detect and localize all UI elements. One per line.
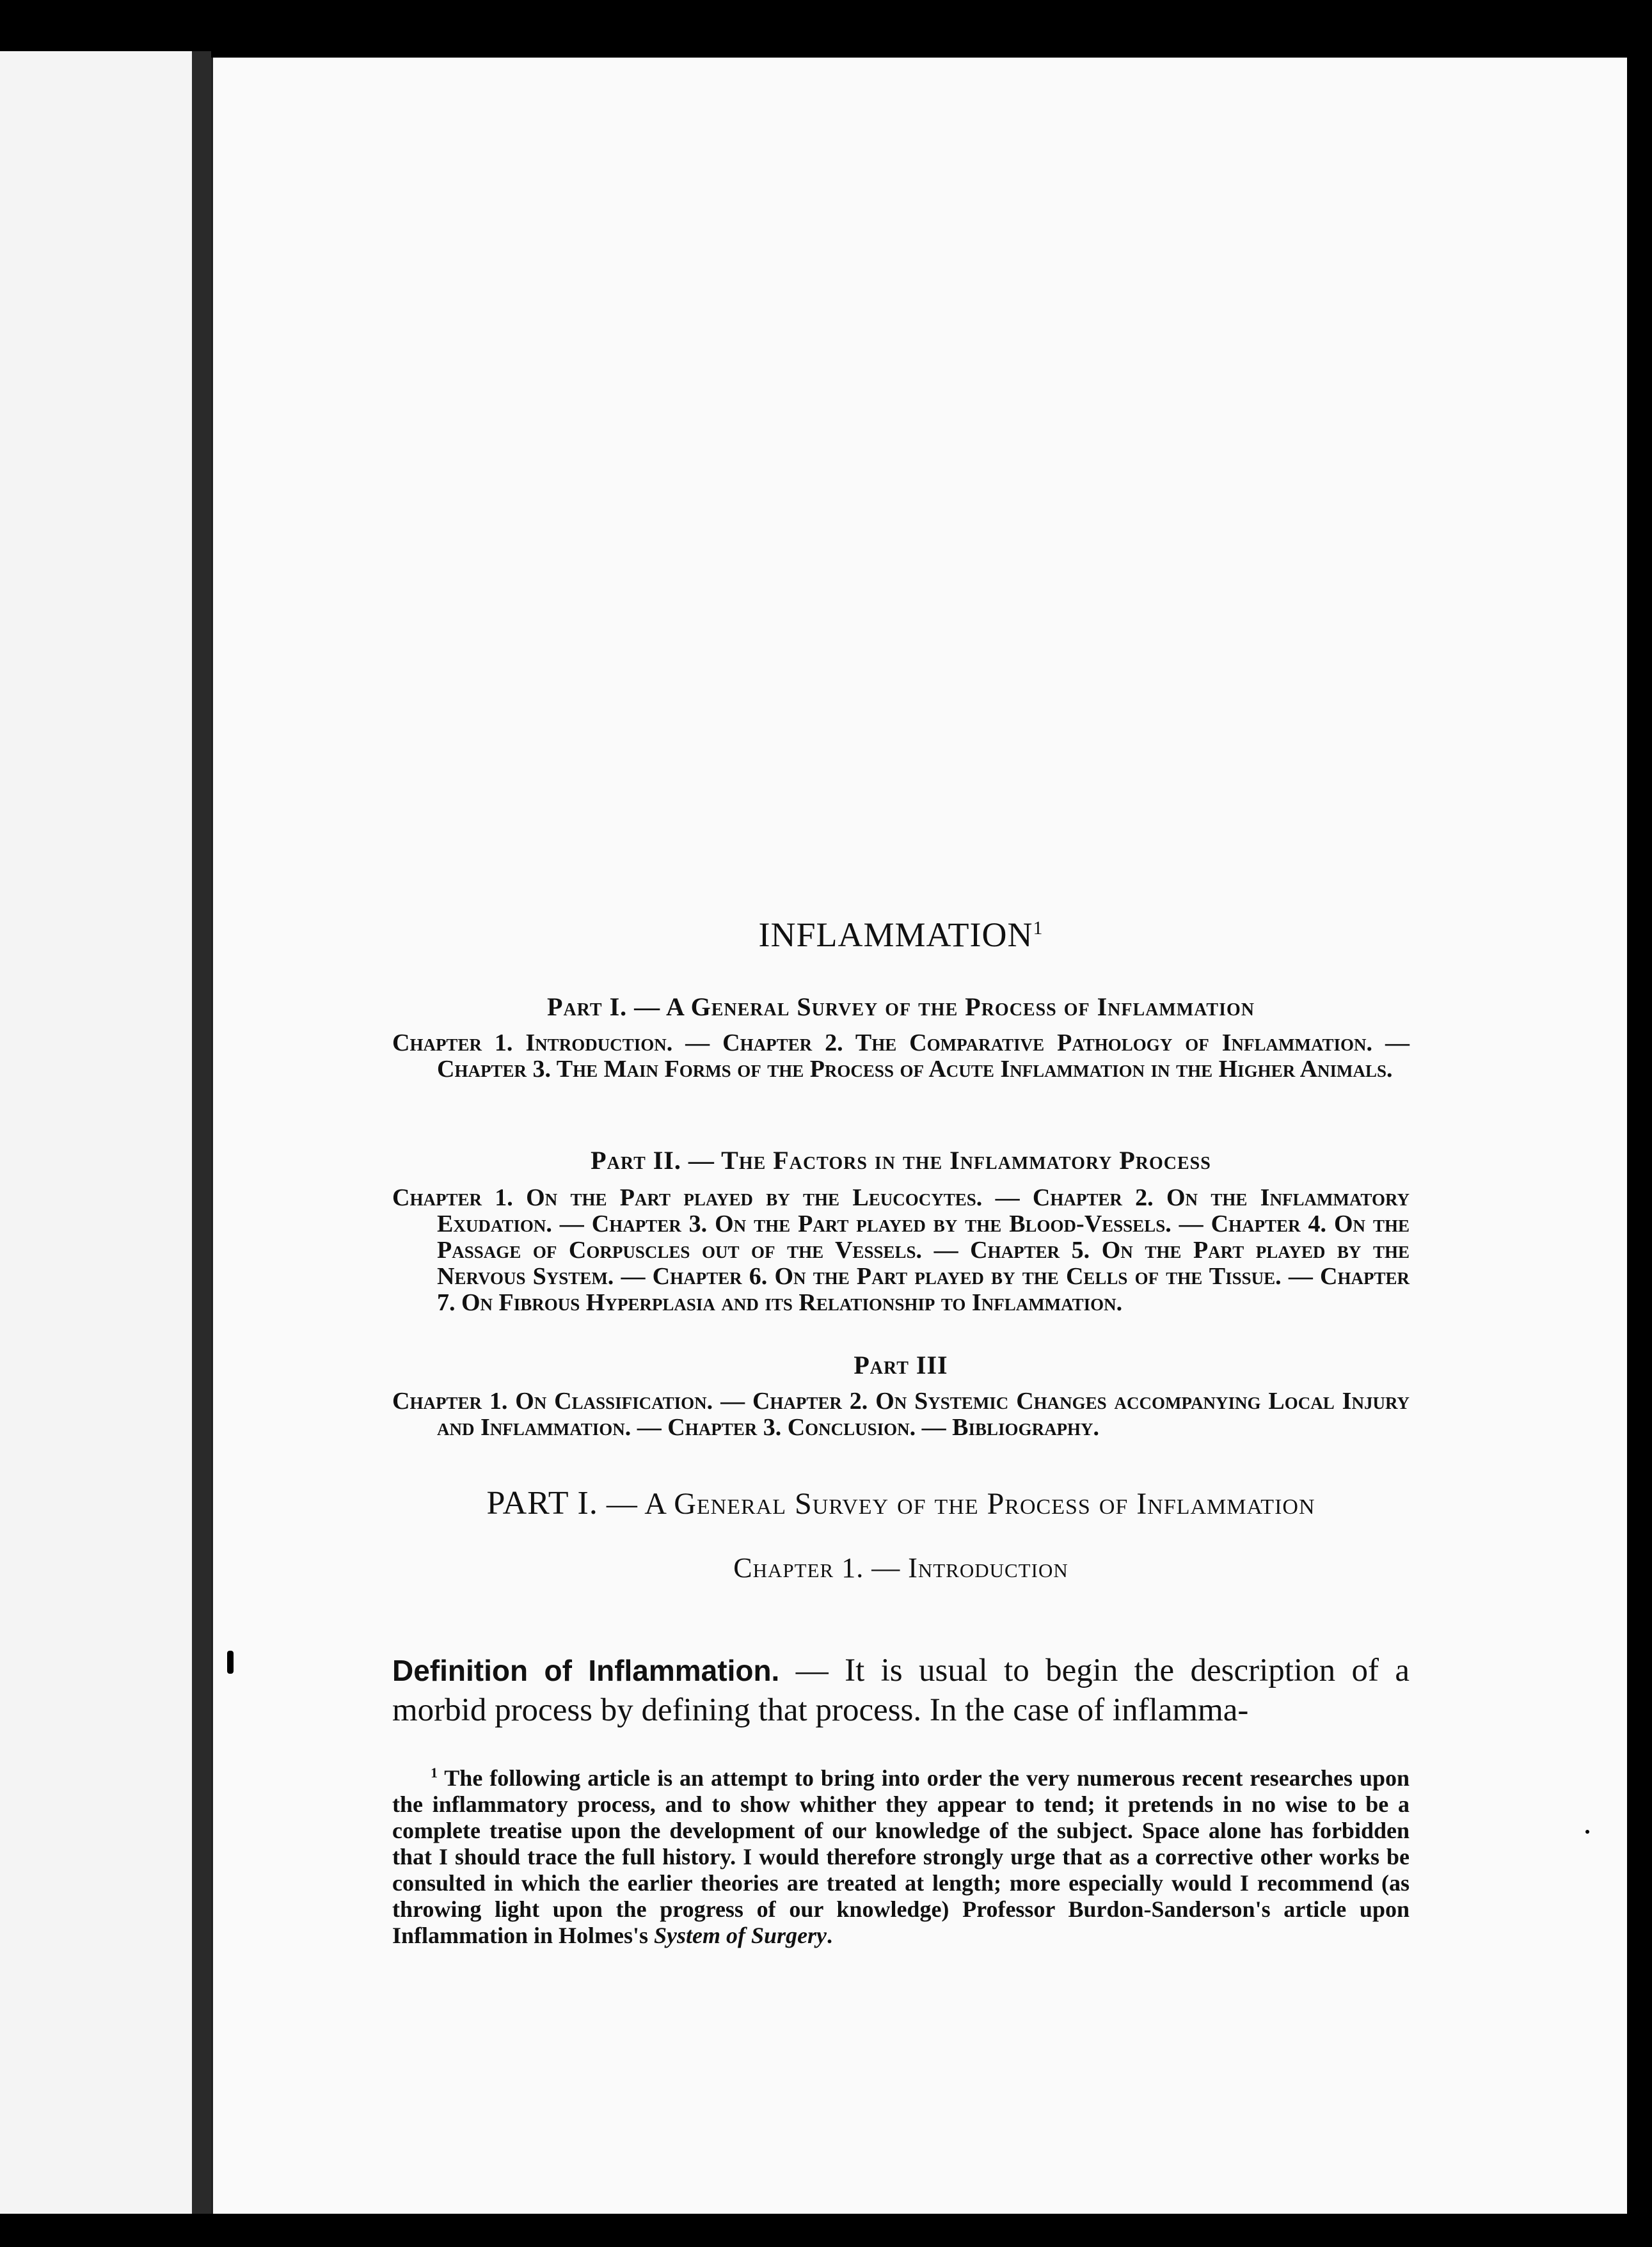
- footnote-end: .: [827, 1923, 833, 1948]
- footnote-text: The following article is an attempt to bring into order the very numerous recent researches upon the inflammatory process, and to show whither they appear to tend; it pretends in no wise to be a complete treatise upon the development of our knowledge of the subject. Space alone has forbidden that I should trace the full history. I would therefore strongly urge that as a corrective other works be consulted in which the earlier theories are treated at length; more especially would I recommend (as throwing light upon the progress of our knowledge) Professor Burdon-Sanderson's article upon Inflammation in Holmes's: [392, 1765, 1410, 1948]
- footnote: [392, 1759, 1410, 1949]
- toc-part3-heading: Part III: [854, 1351, 948, 1379]
- toc-part2-chapters: Chapter 1. On the Part played by the Leucocytes. — Chapter 2. On the Inflammatory Exudation. — Chapter 3. On the Part played by the Blood-Vessels. — Chapter 4. On the Passage of Corpuscles out of the Vessels. — Chapter 5. On the Part played by the Nervous System. — Chapter 6. On the Part played by the Cells of the Tissue. — Chapter 7. On Fibrous Hyperplasia and its Relationship to Inflammation.: [392, 1184, 1410, 1316]
- section-part-heading: [392, 1484, 1410, 1522]
- scan-speck: [1075, 19, 1080, 27]
- toc-part2-heading: Part II. — The Factors in the Inflammatory Process: [591, 1146, 1211, 1175]
- body-paragraph: [392, 1651, 1410, 1730]
- toc-part1-heading: Part I. — A General Survey of the Process of Inflammation: [547, 992, 1255, 1021]
- body-lead-in: Definition of Inflammation.: [392, 1654, 780, 1687]
- book-gutter: [192, 51, 211, 2214]
- footnote-italic-title: System of Surgery: [654, 1923, 827, 1948]
- chapter-heading: Chapter 1. — Introduction: [733, 1552, 1068, 1584]
- footnote-marker: 1: [431, 1765, 438, 1781]
- scan-speck: [227, 1651, 234, 1674]
- section-part-title: — A General Survey of the Process of Inflammation: [598, 1487, 1315, 1521]
- left-facing-page: [0, 51, 192, 2214]
- title-text: INFLAMMATION: [758, 916, 1033, 954]
- toc-part3-chapters: Chapter 1. On Classification. — Chapter 2. On Systemic Changes accompanying Local Injury and Inflammation. — Chapter 3. Conclusion. — Bibliography.: [392, 1388, 1410, 1441]
- section-part-lead: PART I.: [486, 1485, 598, 1521]
- title-footnote-marker: 1: [1033, 917, 1044, 939]
- document-page: [211, 58, 1627, 2214]
- page-title: [392, 915, 1410, 955]
- body-text: — It is usual to begin the description of a morbid process by defining that process. In the case of inflamma-: [392, 1653, 1410, 1728]
- toc-part1-chapters: Chapter 1. Introduction. — Chapter 2. The Comparative Pathology of Inflammation. — Chapter 3. The Main Forms of the Process of Acute Inflammation in the Higher Animals.: [392, 1029, 1410, 1083]
- scan-speck: [1585, 1830, 1589, 1834]
